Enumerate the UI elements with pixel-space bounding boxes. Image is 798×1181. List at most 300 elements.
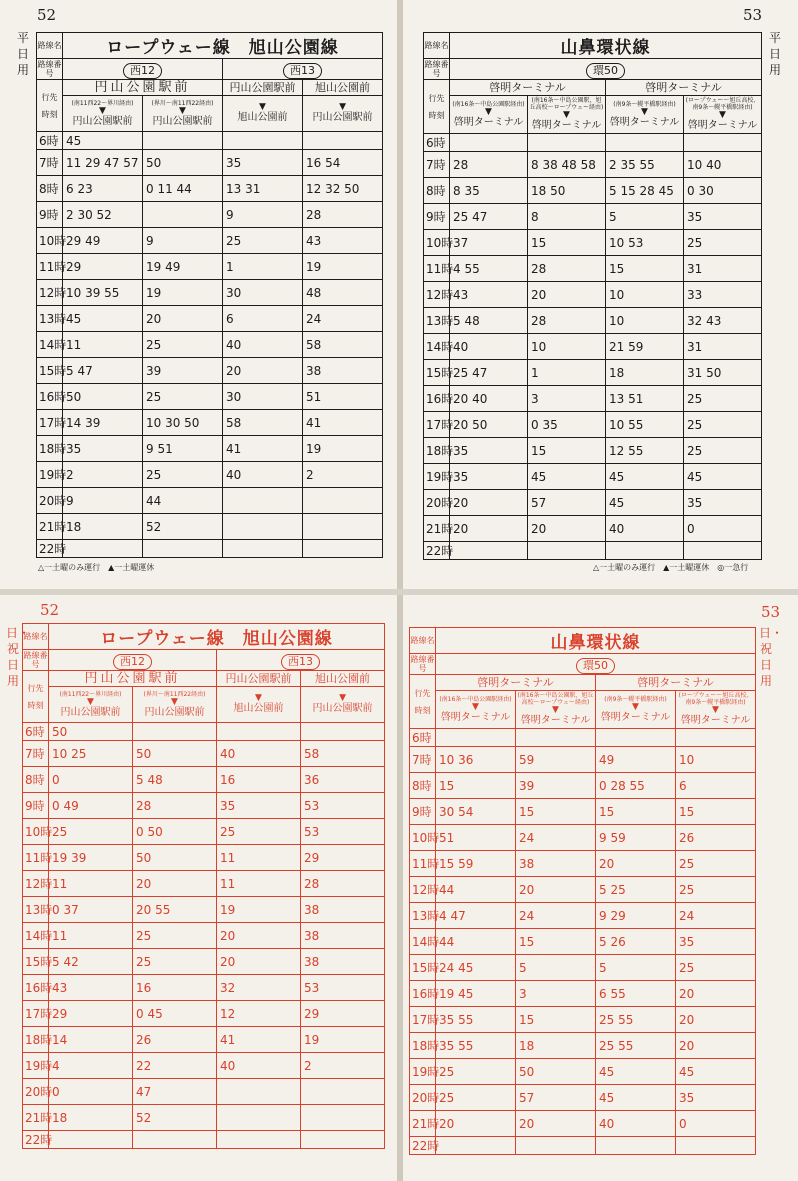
departure-minutes: 32: [217, 975, 301, 1001]
departure-minutes: 39: [143, 358, 223, 384]
departure-minutes: 6: [676, 773, 756, 799]
departure-minutes: 20: [596, 851, 676, 877]
time-label: 時刻: [414, 705, 431, 715]
spacer: [410, 698, 435, 706]
arrow-down-icon: ▼: [87, 696, 94, 707]
direction-label: [410, 675, 436, 729]
hour-cell: 21時: [424, 516, 450, 542]
arrow-down-icon: ▼: [259, 102, 266, 112]
hour-row: [37, 132, 383, 150]
hour-row: [410, 799, 756, 825]
hour-row: [23, 897, 385, 923]
hour-cell: 7時: [424, 152, 450, 178]
departure-minutes: 25 47: [450, 360, 528, 386]
departure-minutes: 19: [301, 1027, 385, 1053]
hour-row: [424, 178, 762, 204]
departure-minutes: [684, 134, 762, 152]
hour-row: [37, 202, 383, 228]
departure-minutes: 35: [223, 150, 303, 176]
departure-minutes: [217, 1079, 301, 1105]
departure-minutes: 5 26: [596, 929, 676, 955]
departure-minutes: 45: [596, 1059, 676, 1085]
destination-name: 円山公園駅前: [312, 112, 373, 123]
departure-minutes: 51: [436, 825, 516, 851]
route-label-cell: 路線名: [424, 33, 450, 59]
departure-minutes: 3: [516, 981, 596, 1007]
arrow-down-icon: ▼: [552, 705, 559, 715]
destination-name: 円山公園駅前: [312, 703, 373, 714]
hour-cell: 21時: [37, 514, 63, 540]
departure-minutes: 26: [133, 1027, 217, 1053]
departure-minutes: [63, 540, 143, 558]
direction-column-header: [223, 96, 303, 132]
direction-group: 啓明ターミナル: [596, 675, 756, 691]
departure-minutes: 20: [676, 1007, 756, 1033]
departure-minutes: [143, 540, 223, 558]
departure-minutes: [301, 723, 385, 741]
holiday-right-page: [403, 595, 798, 1181]
departure-minutes: 50: [133, 845, 217, 871]
hour-cell: 8時: [410, 773, 436, 799]
departure-minutes: 11 29 47 57: [63, 150, 143, 176]
hour-row: [23, 1027, 385, 1053]
timetable-weekday-left: [36, 32, 383, 558]
departure-minutes: 10 30 50: [143, 410, 223, 436]
departure-minutes: 15: [516, 929, 596, 955]
spacer: [23, 693, 48, 701]
route-number-cell: [49, 650, 217, 671]
departure-minutes: 20: [528, 282, 606, 308]
hour-row: [410, 877, 756, 903]
departure-minutes: 11: [49, 871, 133, 897]
departure-minutes: 0 11 44: [143, 176, 223, 202]
departure-minutes: 25: [217, 819, 301, 845]
departure-minutes: 18: [49, 1105, 133, 1131]
departure-minutes: 3: [528, 386, 606, 412]
direction-column-header: [63, 96, 143, 132]
departure-minutes: 45: [606, 464, 684, 490]
via-note: (南16条～中島公園駅、旭丘高校～ロープウェー経由): [517, 692, 594, 706]
hour-cell: 10時: [410, 825, 436, 851]
hour-cell: 15時: [410, 955, 436, 981]
departure-minutes: 10 53: [606, 230, 684, 256]
hour-cell: 14時: [424, 334, 450, 360]
departure-minutes: [516, 1137, 596, 1155]
hour-cell: 17時: [23, 1001, 49, 1027]
departure-minutes: 4 55: [450, 256, 528, 282]
departure-minutes: 10 39 55: [63, 280, 143, 306]
route-number-cell: [63, 59, 223, 80]
destination-name: 啓明ターミナル: [680, 715, 751, 726]
time-label: 時刻: [41, 109, 58, 119]
route-name: ロープウェー線 旭山公園線: [49, 624, 385, 650]
hour-row: [410, 1007, 756, 1033]
time-label: 時刻: [27, 700, 44, 710]
departure-minutes: 0: [49, 767, 133, 793]
departure-minutes: [606, 542, 684, 560]
hour-cell: 22時: [410, 1137, 436, 1155]
destination-name: 旭山公園前: [233, 703, 284, 714]
departure-minutes: 10 25: [49, 741, 133, 767]
departure-minutes: 53: [301, 793, 385, 819]
departure-minutes: 5 47: [63, 358, 143, 384]
weekday-left-page: [0, 0, 397, 589]
departure-minutes: [143, 202, 223, 228]
hour-row: [37, 488, 383, 514]
departure-minutes: 29 49: [63, 228, 143, 254]
departure-minutes: 5: [596, 955, 676, 981]
hour-cell: 16時: [37, 384, 63, 410]
departure-minutes: 9 51: [143, 436, 223, 462]
departure-minutes: 10: [606, 308, 684, 334]
departure-minutes: 35: [684, 490, 762, 516]
hour-row: [410, 825, 756, 851]
hour-row: [424, 282, 762, 308]
hour-row: [410, 1033, 756, 1059]
schedule-type-label: 日・祝日用: [6, 626, 31, 688]
departure-minutes: 25: [49, 819, 133, 845]
departure-minutes: 10 40: [684, 152, 762, 178]
via-note: (ロープウェー～旭丘高校、南9条～幌平橋駅経由): [678, 692, 753, 706]
legend: △一土曜のみ運行 ▲一土曜運休: [38, 563, 155, 572]
holiday-left-page: [0, 595, 397, 1181]
departure-minutes: 1: [223, 254, 303, 280]
arrow-down-icon: ▼: [339, 102, 346, 112]
destination-name: 啓明ターミナル: [600, 711, 671, 723]
departure-minutes: 40: [606, 516, 684, 542]
departure-minutes: 48: [303, 280, 383, 306]
hour-cell: 18時: [23, 1027, 49, 1053]
departure-minutes: 25: [143, 384, 223, 410]
departure-minutes: 35: [684, 204, 762, 230]
departure-minutes: 0 49: [49, 793, 133, 819]
departure-minutes: 35: [450, 464, 528, 490]
departure-minutes: 35 55: [436, 1007, 516, 1033]
departure-minutes: 25: [684, 438, 762, 464]
departure-minutes: 20 40: [450, 386, 528, 412]
departure-minutes: 20: [516, 1111, 596, 1137]
departure-minutes: 21 59: [606, 334, 684, 360]
departure-minutes: 8 35: [450, 178, 528, 204]
direction-column-header: [606, 96, 684, 134]
departure-minutes: 25: [223, 228, 303, 254]
hour-row: [37, 540, 383, 558]
departure-minutes: 20: [143, 306, 223, 332]
hour-row: [410, 1137, 756, 1155]
departure-minutes: 28: [133, 793, 217, 819]
departure-minutes: 40: [223, 462, 303, 488]
departure-minutes: 16 54: [303, 150, 383, 176]
page-number: 52: [40, 601, 60, 619]
departure-minutes: 20 55: [133, 897, 217, 923]
destination-name: 啓明ターミナル: [531, 120, 602, 131]
departure-minutes: 1: [528, 360, 606, 386]
hour-row: [410, 929, 756, 955]
time-label: 時刻: [428, 110, 445, 120]
route-number-cell: [436, 654, 756, 675]
departure-minutes: 58: [301, 741, 385, 767]
hour-cell: 20時: [23, 1079, 49, 1105]
hour-cell: 13時: [23, 897, 49, 923]
departure-minutes: 12: [217, 1001, 301, 1027]
hour-cell: 12時: [424, 282, 450, 308]
departure-minutes: 58: [223, 410, 303, 436]
departure-minutes: 47: [133, 1079, 217, 1105]
hour-cell: 6時: [37, 132, 63, 150]
via-note: (南9条～幌平橋駅経由): [604, 695, 667, 703]
hour-cell: 19時: [23, 1053, 49, 1079]
hour-row: [410, 773, 756, 799]
schedule-type-label: 日・祝日用: [759, 626, 784, 688]
hour-row: [424, 542, 762, 560]
hour-cell: 6時: [23, 723, 49, 741]
hour-cell: 8時: [424, 178, 450, 204]
departure-minutes: 15: [606, 256, 684, 282]
hour-cell: 6時: [424, 134, 450, 152]
departure-minutes: 38: [301, 949, 385, 975]
departure-minutes: 24 45: [436, 955, 516, 981]
departure-minutes: 31: [684, 334, 762, 360]
direction-column-header: [133, 687, 217, 723]
departure-minutes: 35: [450, 438, 528, 464]
hour-row: [23, 1105, 385, 1131]
departure-minutes: 57: [528, 490, 606, 516]
hour-row: [37, 306, 383, 332]
route-number-badge: 西12: [113, 654, 152, 670]
departure-minutes: 6: [223, 306, 303, 332]
departure-minutes: [301, 1079, 385, 1105]
departure-minutes: 15: [436, 773, 516, 799]
arrow-down-icon: ▼: [179, 105, 186, 116]
departure-minutes: 12 32 50: [303, 176, 383, 202]
departure-minutes: 28: [528, 256, 606, 282]
hour-cell: 21時: [410, 1111, 436, 1137]
departure-minutes: 52: [133, 1105, 217, 1131]
departure-minutes: 5 48: [450, 308, 528, 334]
hour-row: [23, 845, 385, 871]
hour-cell: 18時: [37, 436, 63, 462]
route-number-label: 路線番号: [410, 655, 435, 673]
hour-row: [410, 729, 756, 747]
direction-column-header: [301, 687, 385, 723]
departure-minutes: 10 36: [436, 747, 516, 773]
hour-row: [424, 308, 762, 334]
departure-minutes: [223, 488, 303, 514]
departure-minutes: 15: [528, 230, 606, 256]
direction-group: 啓明ターミナル: [436, 675, 596, 691]
direction-column-header: [303, 96, 383, 132]
arrow-down-icon: ▼: [485, 106, 492, 117]
hour-row: [410, 903, 756, 929]
hour-row: [424, 412, 762, 438]
hour-cell: 19時: [37, 462, 63, 488]
departure-minutes: [436, 729, 516, 747]
departure-minutes: 20: [223, 358, 303, 384]
timetable-holiday-right: [409, 627, 756, 1155]
departure-minutes: 12 55: [606, 438, 684, 464]
departure-minutes: 11: [217, 845, 301, 871]
hour-cell: 9時: [23, 793, 49, 819]
departure-minutes: [303, 488, 383, 514]
departure-minutes: 20: [676, 981, 756, 1007]
departure-minutes: 20 50: [450, 412, 528, 438]
via-note: (南16条～中島公園駅、旭丘高校～ロープウェー経由): [529, 97, 604, 111]
departure-minutes: 29: [63, 254, 143, 280]
departure-minutes: 37: [450, 230, 528, 256]
departure-minutes: [217, 1105, 301, 1131]
hour-row: [23, 793, 385, 819]
departure-minutes: 5 42: [49, 949, 133, 975]
hour-cell: 9時: [410, 799, 436, 825]
departure-minutes: 25 55: [596, 1033, 676, 1059]
departure-minutes: [436, 1137, 516, 1155]
departure-minutes: 35 55: [436, 1033, 516, 1059]
hour-row: [37, 280, 383, 306]
departure-minutes: 41: [303, 410, 383, 436]
via-note: (南11西22～界川経由): [71, 99, 134, 107]
departure-minutes: 9 59: [596, 825, 676, 851]
departure-minutes: [303, 540, 383, 558]
departure-minutes: 25: [676, 955, 756, 981]
direction-origin: 円山公園駅前: [217, 671, 301, 687]
via-note: (南11西22～界川経由): [59, 690, 122, 698]
departure-minutes: 28: [528, 308, 606, 334]
departure-minutes: 8 38 48 58: [528, 152, 606, 178]
hour-cell: 22時: [424, 542, 450, 560]
departure-minutes: 25: [676, 877, 756, 903]
direction-label: [37, 80, 63, 132]
direction-group: 円山公園駅前: [63, 80, 223, 96]
direction-group: 円山公園駅前: [49, 671, 217, 687]
departure-minutes: 45: [606, 490, 684, 516]
departure-minutes: 29: [301, 845, 385, 871]
arrow-down-icon: ▼: [99, 105, 106, 116]
departure-minutes: 44: [143, 488, 223, 514]
hour-row: [23, 767, 385, 793]
departure-minutes: 0 30: [684, 178, 762, 204]
hour-cell: 12時: [37, 280, 63, 306]
departure-minutes: 24: [676, 903, 756, 929]
departure-minutes: 25 55: [596, 1007, 676, 1033]
departure-minutes: 10: [528, 334, 606, 360]
hour-cell: 19時: [410, 1059, 436, 1085]
departure-minutes: 45: [63, 132, 143, 150]
hour-row: [424, 464, 762, 490]
departure-minutes: 53: [301, 819, 385, 845]
hour-cell: 12時: [23, 871, 49, 897]
route-number-cell: [217, 650, 385, 671]
hour-row: [410, 1085, 756, 1111]
via-note: (界川～南11西22経由): [151, 99, 214, 107]
hour-cell: 8時: [23, 767, 49, 793]
departure-minutes: [223, 132, 303, 150]
route-name: 山鼻環状線: [436, 628, 756, 654]
departure-minutes: 35: [676, 929, 756, 955]
departure-minutes: 20: [676, 1033, 756, 1059]
departure-minutes: 25: [684, 412, 762, 438]
weekday-right-page: [403, 0, 798, 589]
departure-minutes: [676, 729, 756, 747]
hour-cell: 17時: [410, 1007, 436, 1033]
route-number-label: 路線番号: [23, 651, 48, 669]
departure-minutes: 25: [684, 386, 762, 412]
departure-minutes: 20: [217, 923, 301, 949]
departure-minutes: 0 37: [49, 897, 133, 923]
via-note: (南9条～幌平橋駅経由): [613, 100, 676, 108]
departure-minutes: 25: [436, 1085, 516, 1111]
destination-name: 円山公園駅前: [72, 115, 133, 127]
arrow-down-icon: ▼: [632, 701, 639, 712]
hour-cell: 15時: [23, 949, 49, 975]
departure-minutes: 13 51: [606, 386, 684, 412]
hour-row: [23, 723, 385, 741]
departure-minutes: 25: [133, 923, 217, 949]
departure-minutes: 0 35: [528, 412, 606, 438]
hour-cell: 15時: [37, 358, 63, 384]
departure-minutes: 15: [676, 799, 756, 825]
hour-row: [37, 254, 383, 280]
departure-minutes: 40: [223, 332, 303, 358]
departure-minutes: 13 31: [223, 176, 303, 202]
departure-minutes: [143, 132, 223, 150]
departure-minutes: 22: [133, 1053, 217, 1079]
hour-row: [37, 358, 383, 384]
departure-minutes: 38: [303, 358, 383, 384]
arrow-down-icon: ▼: [712, 705, 719, 715]
arrow-down-icon: ▼: [255, 693, 262, 703]
departure-minutes: 43: [49, 975, 133, 1001]
hour-cell: 10時: [23, 819, 49, 845]
hour-cell: 10時: [424, 230, 450, 256]
direction-origin: 旭山公園前: [301, 671, 385, 687]
direction-label: [23, 671, 49, 723]
departure-minutes: 20: [133, 871, 217, 897]
direction-column-header: [528, 96, 606, 134]
route-number-badge: 西13: [283, 63, 322, 79]
departure-minutes: 50: [49, 723, 133, 741]
destination-name: 啓明ターミナル: [453, 116, 524, 128]
departure-minutes: 9 29: [596, 903, 676, 929]
direction-column-header: [516, 691, 596, 729]
departure-minutes: [528, 542, 606, 560]
hour-cell: 9時: [37, 202, 63, 228]
hour-row: [37, 436, 383, 462]
route-label-cell: 路線名: [410, 628, 436, 654]
departure-minutes: 45: [528, 464, 606, 490]
departure-minutes: 19 45: [436, 981, 516, 1007]
hour-cell: 7時: [37, 150, 63, 176]
departure-minutes: 15: [516, 1007, 596, 1033]
hour-cell: 10時: [37, 228, 63, 254]
departure-minutes: 57: [516, 1085, 596, 1111]
departure-minutes: [516, 729, 596, 747]
hour-row: [37, 228, 383, 254]
departure-minutes: [301, 1131, 385, 1149]
departure-minutes: [217, 723, 301, 741]
hour-row: [37, 410, 383, 436]
hour-row: [424, 438, 762, 464]
hour-cell: 20時: [410, 1085, 436, 1111]
departure-minutes: 25 47: [450, 204, 528, 230]
departure-minutes: 25: [143, 462, 223, 488]
hour-row: [424, 490, 762, 516]
hour-cell: 13時: [410, 903, 436, 929]
hour-row: [23, 949, 385, 975]
departure-minutes: 10 55: [606, 412, 684, 438]
departure-minutes: 28: [303, 202, 383, 228]
departure-minutes: 20: [450, 516, 528, 542]
hour-row: [410, 955, 756, 981]
